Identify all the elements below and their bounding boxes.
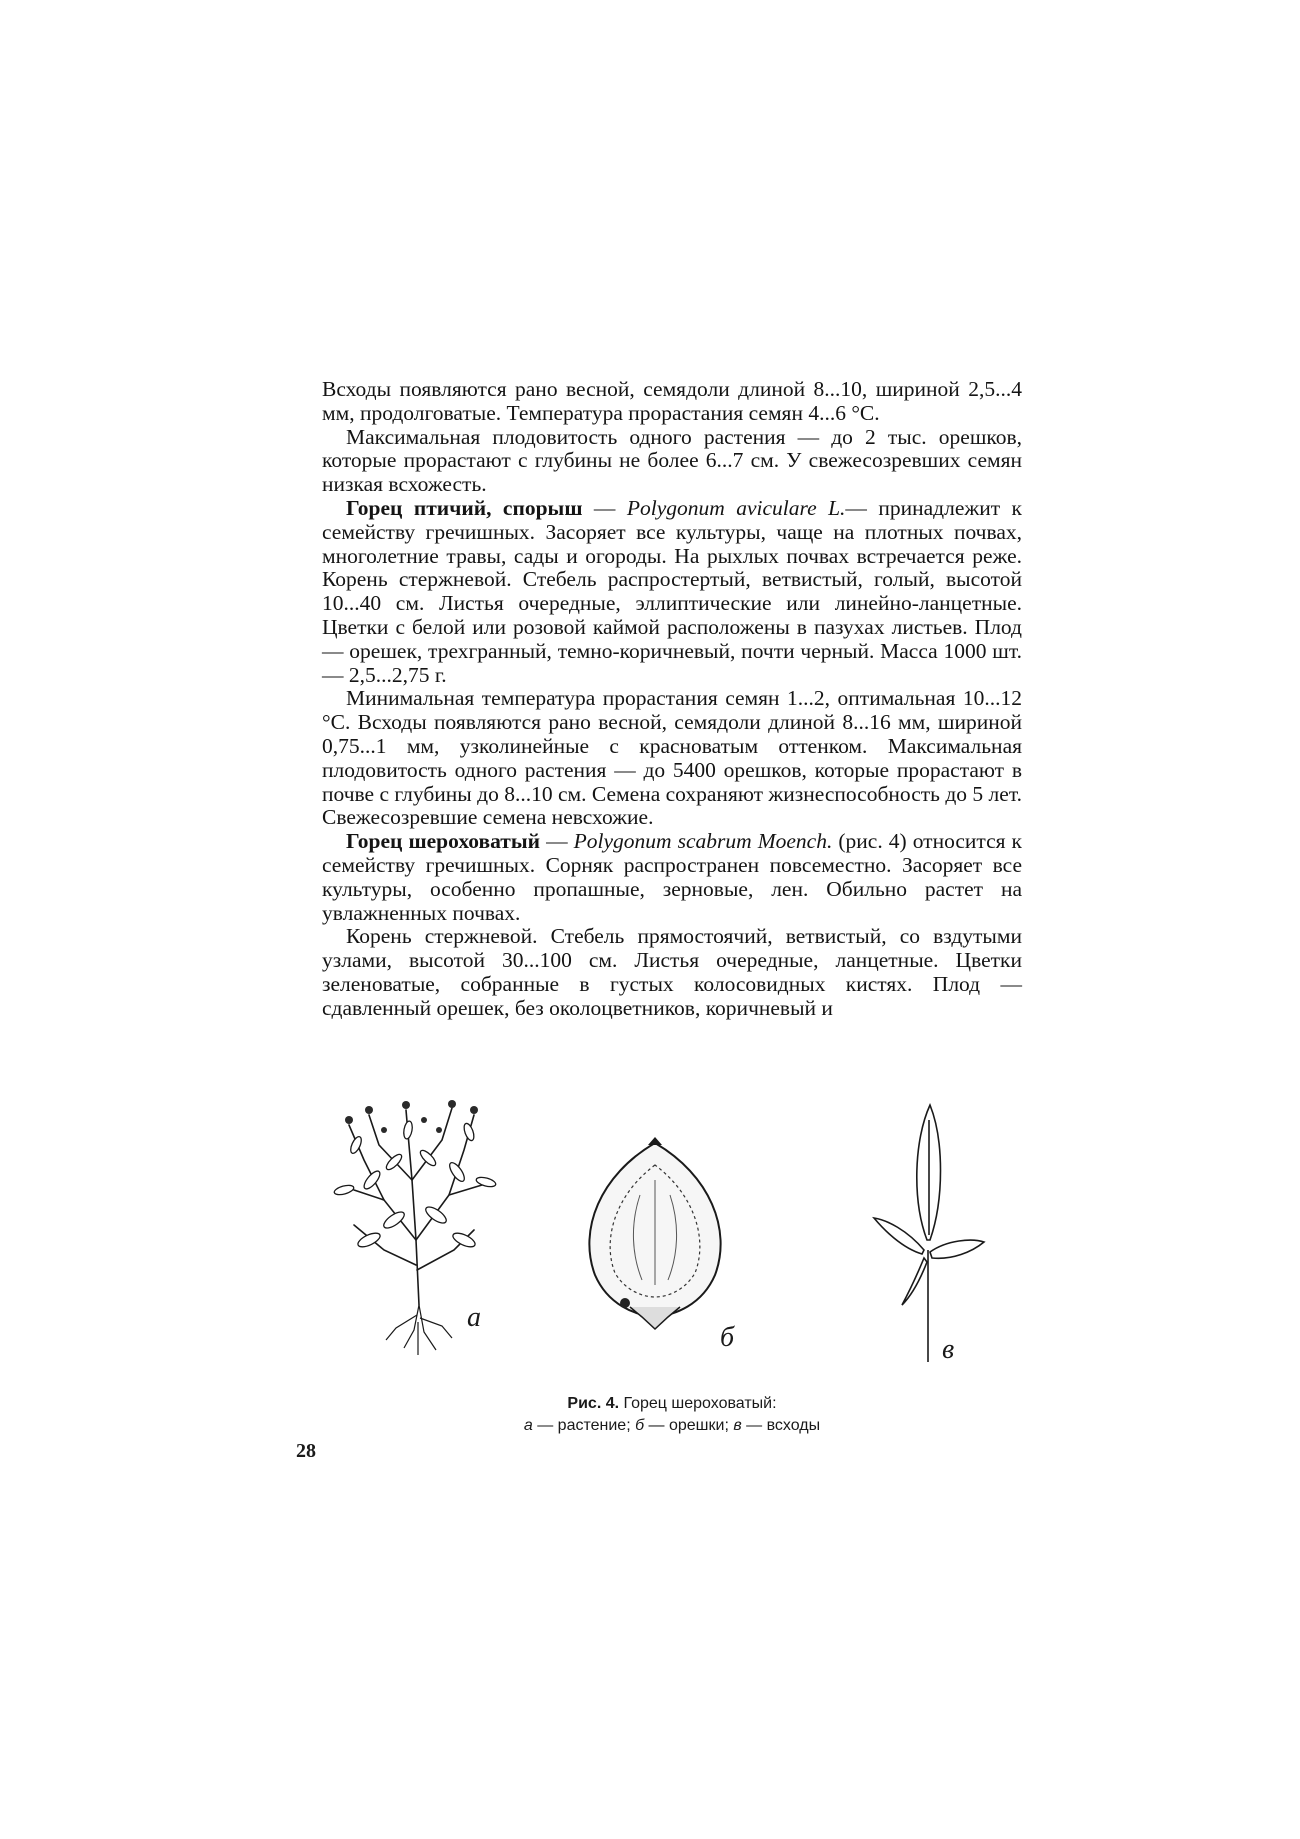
figure-label-a: а (467, 1302, 481, 1333)
figure-label-b: б (720, 1322, 735, 1353)
nutlet-illustration (570, 1135, 740, 1335)
latin-name-scabrum: Polygonum scabrum Moench. (573, 829, 833, 854)
paragraph-3-text: — принадлежит к семейству гречишных. Засоряет все культуры, чаще на плотных почвах, многолетние травы, сады и огороды. На рыхлых почвах встречается реже. Корень стержневой. Стебель распростертый, ветвистый, голый, высотой 10...40 см. Листья очередные, эллиптические или линейно-ланцетные. Цветки с белой или розовой каймой расположены в пазухах листьев. Плод — орешек, трехгранный, темно-коричневый, почти черный. Масса 1000 шт.— 2,5...2,75 г. (322, 495, 1023, 687)
species-name-scabrum: Горец шероховатый (346, 829, 541, 854)
paragraph-6: Корень стержневой. Стебель прямостоячий, ветвистый, со вздутыми узлами, высотой 30...100 см. Листья очередные, ланцетные. Цветки зеленоватые, собранные в густых колосовидных кистях. Плод — сдавленный орешек, без околоцветников, коричневый и (322, 924, 1022, 1020)
paragraph-3 (322, 497, 1022, 687)
legend-text-a: — растение; (532, 1417, 636, 1434)
dash: — (582, 495, 627, 520)
page-number: 28 (296, 1440, 316, 1462)
paragraph-1: Всходы появляются рано весной, семядоли длиной 8...10, шириной 2,5...4 мм, продолговатые. Температура прорастания семян 4...6 °С. (322, 377, 1022, 425)
species-name-aviculare: Горец птичий, спорыш (346, 495, 583, 520)
paragraph-2: Максимальная плодовитость одного растения — до 2 тыс. орешков, которые прорастают с глубины не более 6...7 см. У свежесозревших семян низкая всхожесть. (322, 424, 1022, 497)
legend-key-c: в (733, 1417, 742, 1434)
legend-text-b: — орешки; (644, 1417, 734, 1434)
latin-name-aviculare: Polygonum aviculare L. (626, 495, 846, 520)
caption-title (322, 1393, 1022, 1415)
seedling-illustration (872, 1100, 992, 1370)
caption-figure-number: Рис. 4. (567, 1395, 620, 1412)
legend-text-c: — всходы (741, 1417, 821, 1434)
legend-key-b: б (635, 1417, 645, 1434)
dash: — (540, 829, 574, 854)
figure-4 (322, 1090, 1022, 1390)
paragraph-4: Минимальная температура прорастания семян 1...2, оптимальная 10...12 °С. Всходы появляются рано весной, семядоли длиной 8...16 мм, шириной 0,75...1 мм, узколинейные с красноватым оттенком. Максимальная плодовитость одного растения — до 5400 орешков, которые прорастают в почве с глубины до 8...10 см. Семена сохраняют жизнеспособность до 5 лет. Свежесозревшие семена невсхожие. (322, 686, 1022, 830)
figure-caption (322, 1393, 1022, 1437)
body-text (322, 378, 1022, 1021)
caption-title-text: Горец шероховатый: (619, 1395, 777, 1412)
caption-legend (322, 1415, 1022, 1437)
figure-label-c: в (942, 1334, 955, 1365)
legend-key-a: а (523, 1417, 533, 1434)
paragraph-5 (322, 830, 1022, 925)
paragraph-5-text: (рис. 4) относится к семейству гречишных. Сорняк распространен повсеместно. Засоряет все культуры, особенно пропашные, зерновые, лен. Обильно растет на увлажненных почвах. (322, 829, 1022, 925)
